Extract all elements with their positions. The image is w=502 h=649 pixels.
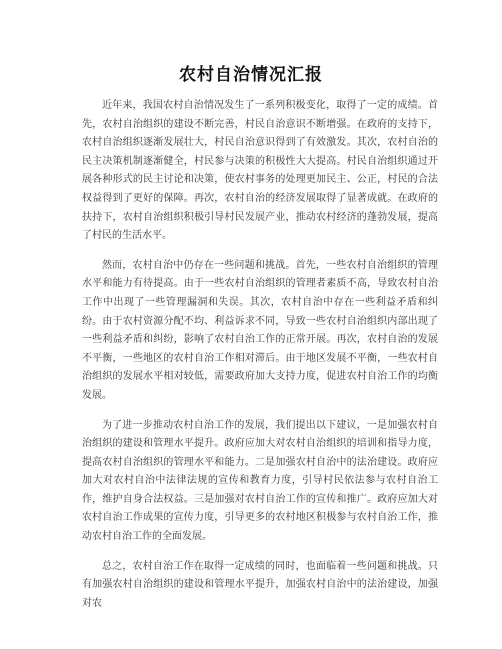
paragraph-4: 总之，农村自治工作在取得一定成绩的同时，也面临着一些问题和挑战。只有加强农村自治组织的建设和管理水平提升，加强农村自治中的法治建设，加强对农 bbox=[82, 560, 438, 609]
document-body bbox=[82, 97, 438, 624]
paragraph-3: 为了进一步推动农村自治工作的发展，我们提出以下建议，一是加强农村自治组织的建设和管理水平提升。政府应加大对农村自治组织的培训和指导力度，提高农村自治组织的管理水平和能力。二是加强农村自治中的法治建设。政府应加大对农村自治中法律法规的宣传和教育力度，引导村民依法参与农村自治工作，维护自身合法权益。三是加强对农村自治工作的宣传和推广。政府应加大对农村自治工作成果的宣传力度，引导更多的农村地区积极参与农村自治工作，推动农村自治工作的全面发展。 bbox=[82, 419, 438, 543]
document-title: 农村自治情况汇报 bbox=[179, 65, 323, 85]
paragraph-1: 近年来，我国农村自治情况发生了一系列积极变化，取得了一定的成绩。首先，农村自治组织的建设不断完善，村民自治意识不断增强。在政府的支持下，农村自治组织逐渐发展壮大，村民自治意识得到了有效激发。其次，农村自治的民主决策机制逐渐健全，村民参与决策的积极性大大提高。村民自治组织通过开展各种形式的民主讨论和决策，使农村事务的处理更加民主、公正，村民的合法权益得到了更好的保障。再次，农村自治的经济发展取得了显著成就。在政府的扶持下，农村自治组织积极引导村民发展产业，推动农村经济的蓬勃发展，提高了村民的生活水平。 bbox=[82, 100, 438, 242]
paragraph-2: 然而，农村自治中仍存在一些问题和挑战。首先，一些农村自治组织的管理水平和能力有待提高。由于一些农村自治组织的管理者素质不高，导致农村自治工作中出现了一些管理漏洞和失误。其次，农村自治中存在一些利益矛盾和纠纷。由于农村资源分配不均、利益诉求不同，导致一些农村自治组织内部出现了一些利益矛盾和纠纷，影响了农村自治工作的正常开展。再次，农村自治的发展不平衡，一些地区的农村自治工作相对滞后。由于地区发展不平衡，一些农村自治组织的发展水平相对较低，需要政府加大支持力度，促进农村自治工作的均衡发展。 bbox=[82, 259, 438, 401]
